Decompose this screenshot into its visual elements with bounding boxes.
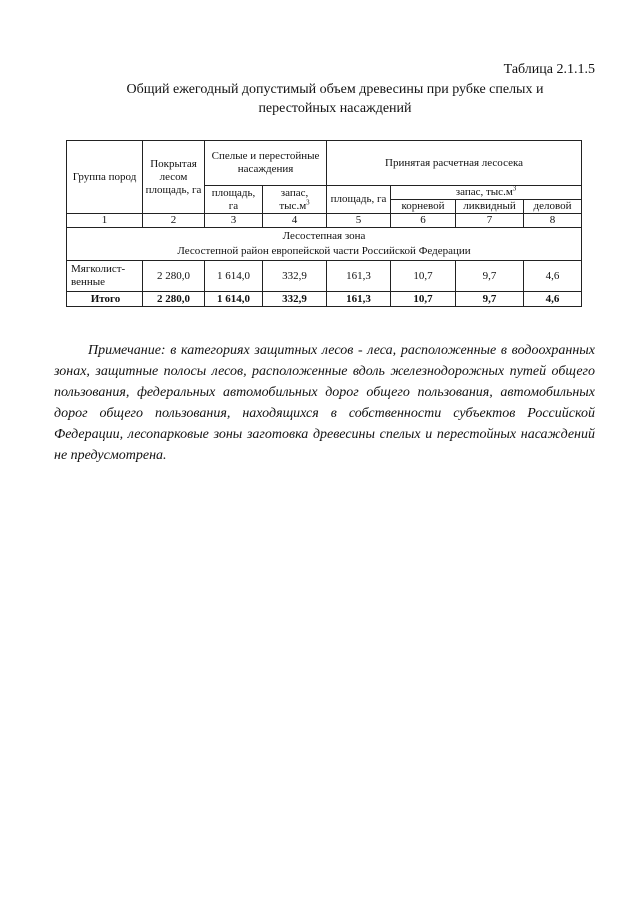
zone-line-1: Лесостепная зона bbox=[282, 230, 366, 242]
forest-volume-table bbox=[66, 140, 582, 307]
header-group: Группа пород bbox=[67, 141, 143, 214]
total-liquid: 9,7 bbox=[456, 292, 524, 307]
table-title bbox=[55, 80, 615, 118]
table-row bbox=[67, 261, 582, 292]
footnote bbox=[54, 340, 595, 466]
row-group-line-2: венные bbox=[71, 276, 106, 288]
column-number: 3 bbox=[205, 214, 263, 228]
header-liquid: ликвидный bbox=[456, 200, 524, 214]
column-number: 4 bbox=[263, 214, 327, 228]
total-root: 10,7 bbox=[391, 292, 456, 307]
header-cut-area: площадь, га bbox=[327, 186, 391, 214]
column-number: 2 bbox=[143, 214, 205, 228]
table-number: Таблица 2.1.1.5 bbox=[503, 62, 595, 77]
column-number: 8 bbox=[524, 214, 582, 228]
title-line-2: перестойных насаждений bbox=[258, 101, 412, 116]
header-cut-stock-cell bbox=[391, 186, 582, 200]
total-row bbox=[67, 292, 582, 307]
column-number: 1 bbox=[67, 214, 143, 228]
column-numbers-row bbox=[67, 214, 582, 228]
cube-superscript: 3 bbox=[512, 184, 517, 193]
header-business: деловой bbox=[524, 200, 582, 214]
cube-superscript: 3 bbox=[306, 197, 310, 206]
cell-root: 10,7 bbox=[391, 261, 456, 292]
zone-line-2: Лесостепной район европейской части Российской Федерации bbox=[177, 245, 471, 257]
cell-business: 4,6 bbox=[524, 261, 582, 292]
header-mature-stock-cell bbox=[263, 186, 327, 214]
total-mature-area: 1 614,0 bbox=[205, 292, 263, 307]
column-number: 5 bbox=[327, 214, 391, 228]
title-line-1: Общий ежегодный допустимый объем древесины при рубке спелых и bbox=[126, 82, 544, 97]
total-mature-stock: 332,9 bbox=[263, 292, 327, 307]
column-number: 6 bbox=[391, 214, 456, 228]
total-cut-area: 161,3 bbox=[327, 292, 391, 307]
column-number: 7 bbox=[456, 214, 524, 228]
total-forest-area: 2 280,0 bbox=[143, 292, 205, 307]
row-group bbox=[67, 261, 143, 292]
total-business: 4,6 bbox=[524, 292, 582, 307]
cell-liquid: 9,7 bbox=[456, 261, 524, 292]
total-label: Итого bbox=[67, 292, 143, 307]
header-cut: Принятая расчетная лесосека bbox=[327, 141, 582, 186]
header-cut-stock: запас, тыс.м bbox=[455, 186, 513, 198]
row-group-line-1: Мягколист- bbox=[71, 263, 126, 275]
header-mature: Спелые и перестойные насаждения bbox=[205, 141, 327, 186]
cell-mature-stock: 332,9 bbox=[263, 261, 327, 292]
header-mature-area: площадь, га bbox=[205, 186, 263, 214]
cell-mature-area: 1 614,0 bbox=[205, 261, 263, 292]
cell-forest-area: 2 280,0 bbox=[143, 261, 205, 292]
zone-heading bbox=[67, 228, 582, 261]
header-mature-stock: запас, тыс.м bbox=[279, 186, 309, 212]
header-root: корневой bbox=[391, 200, 456, 214]
header-forest-area: Покрытая лесом площадь, га bbox=[143, 141, 205, 214]
cell-cut-area: 161,3 bbox=[327, 261, 391, 292]
footnote-text: Примечание: в категориях защитных лесов - леса, расположенные в водоохранных зонах, защитные полосы лесов, расположенные вдоль железнодорожных путей общего пользования, федеральных автомобильных дорог общего пользования, автомобильных дорог общего пользования, находящихся в собственности субъектов Российской Федерации, лесопарковые зоны заготовка древесины спелых и перестойных насаждений не предусмотрена. bbox=[54, 343, 595, 463]
